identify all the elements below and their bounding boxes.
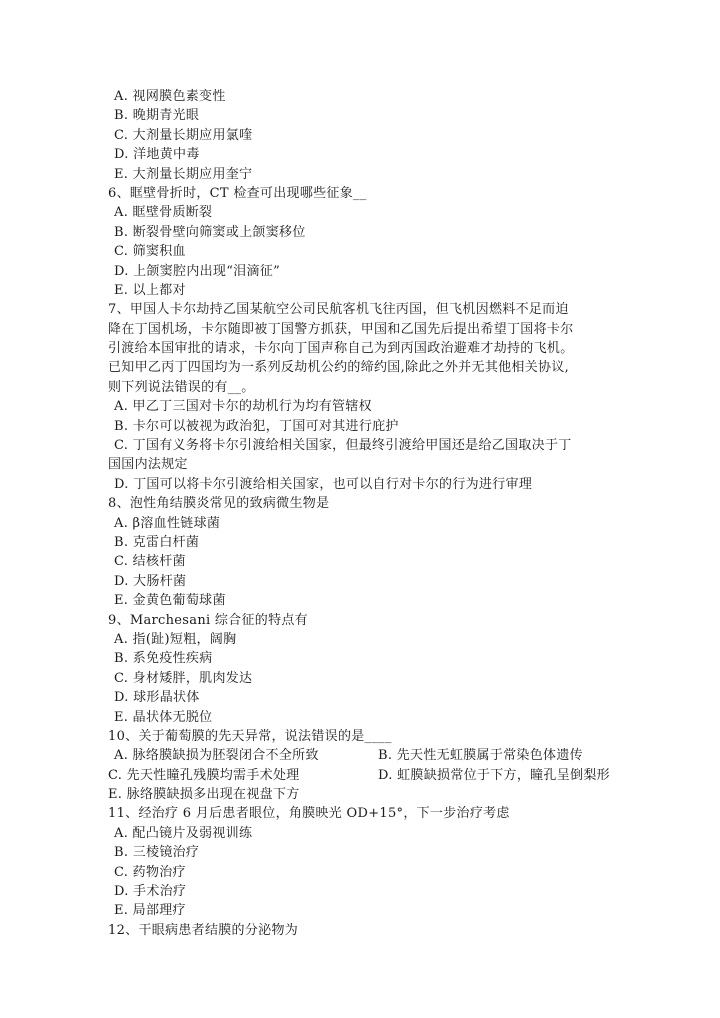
option-5a: A. 视网膜色素变性 xyxy=(114,89,226,104)
option-8c: C. 结核杆菌 xyxy=(114,554,186,570)
option-6d: D. 上颌窦腔内出现“泪滴征” xyxy=(114,263,281,279)
option-11d: D. 手术治疗 xyxy=(114,884,187,900)
option-6c: C. 筛窦积血 xyxy=(114,244,186,260)
question-6-stem: 6、眶壁骨折时，CT 检查可出现哪些征象__ xyxy=(108,185,367,201)
option-11c: C. 药物治疗 xyxy=(114,864,186,880)
question-9-stem: 9、Marchesani 综合征的特点有 xyxy=(108,612,308,628)
option-9a: A. 指(趾)短粗，阔胸 xyxy=(114,631,237,647)
option-7c-continued: 国国内法规定 xyxy=(108,457,188,473)
option-8a: A. β溶血性链球菌 xyxy=(114,515,221,531)
option-row-10ab xyxy=(108,746,616,765)
question-7-stem-line-4: 已知甲乙丙丁四国均为一系列反劫机公约的缔约国,除此之外并无其他相关协议, xyxy=(108,360,570,376)
option-10b: B. 先天性无虹膜属于常染色体遗传 xyxy=(378,748,583,764)
option-5e: E. 大剂量长期应用奎宁 xyxy=(114,166,253,182)
option-7d: D. 丁国可以将卡尔引渡给相关国家，也可以自行对卡尔的行为进行审理 xyxy=(114,476,533,492)
question-list xyxy=(108,87,616,940)
question-7-stem-line-2: 降在丁国机场，卡尔随即被丁国警方抓获，甲国和乙国先后提出希望丁国将卡尔 xyxy=(108,321,574,337)
option-5c: C. 大剂量长期应用氯喹 xyxy=(114,127,253,143)
option-5b: B. 晚期青光眼 xyxy=(114,108,200,124)
question-11-stem: 11、经治疗 6 月后患者眼位，角膜映光 OD+15°，下一步治疗考虑 xyxy=(108,806,510,822)
question-7-stem-line-3: 引渡给本国审批的请求，卡尔向丁国声称自己为到丙国政治避难才劫持的飞机。 xyxy=(108,341,574,357)
question-7-stem-line-5: 则下列说法错误的有__。 xyxy=(108,379,255,395)
option-6b: B. 断裂骨壁向筛窦或上颌窦移位 xyxy=(114,224,306,240)
question-8-stem: 8、泡性角结膜炎常见的致病微生物是 xyxy=(108,496,330,512)
option-11b: B. 三棱镜治疗 xyxy=(114,845,200,861)
option-8e: E. 金黄色葡萄球菌 xyxy=(114,593,226,609)
option-7b: B. 卡尔可以被视为政治犯，丁国可对其进行庇护 xyxy=(114,418,399,434)
option-10d: D. 虹膜缺损常位于下方，瞳孔呈倒梨形 xyxy=(378,767,610,783)
option-8b: B. 克雷白杆菌 xyxy=(114,534,200,550)
option-5d: D. 洋地黄中毒 xyxy=(114,147,200,163)
option-10e: E. 脉络膜缺损多出现在视盘下方 xyxy=(108,787,300,803)
option-10c: C. 先天性瞳孔残膜均需手术处理 xyxy=(108,767,300,783)
option-row-10cd xyxy=(108,766,616,785)
option-7a: A. 甲乙丁三国对卡尔的劫机行为均有管辖权 xyxy=(114,399,372,415)
question-7-stem-line-1: 7、甲国人卡尔劫持乙国某航空公司民航客机飞往丙国，但飞机因燃料不足而迫 xyxy=(108,302,569,318)
option-11a: A. 配凸镜片及弱视训练 xyxy=(114,825,253,841)
option-8d: D. 大肠杆菌 xyxy=(114,573,187,589)
option-10a: A. 脉络膜缺损为胚裂闭合不全所致 xyxy=(114,748,319,764)
option-7c: C. 丁国有义务将卡尔引渡给相关国家，但最终引渡给甲国还是给乙国取决于丁 xyxy=(114,438,572,454)
option-6e: E. 以上都对 xyxy=(114,282,186,298)
option-9d: D. 球形晶状体 xyxy=(114,690,200,706)
question-12-stem: 12、干眼病患者结膜的分泌物为 xyxy=(108,922,299,938)
question-10-stem: 10、关于葡萄膜的先天异常，说法错误的是____ xyxy=(108,728,392,744)
option-9c: C. 身材矮胖，肌肉发达 xyxy=(114,670,253,686)
option-9e: E. 晶状体无脱位 xyxy=(114,709,213,725)
option-6a: A. 眶壁骨质断裂 xyxy=(114,205,213,221)
option-11e: E. 局部理疗 xyxy=(114,903,186,919)
option-9b: B. 系免疫性疾病 xyxy=(114,651,213,667)
